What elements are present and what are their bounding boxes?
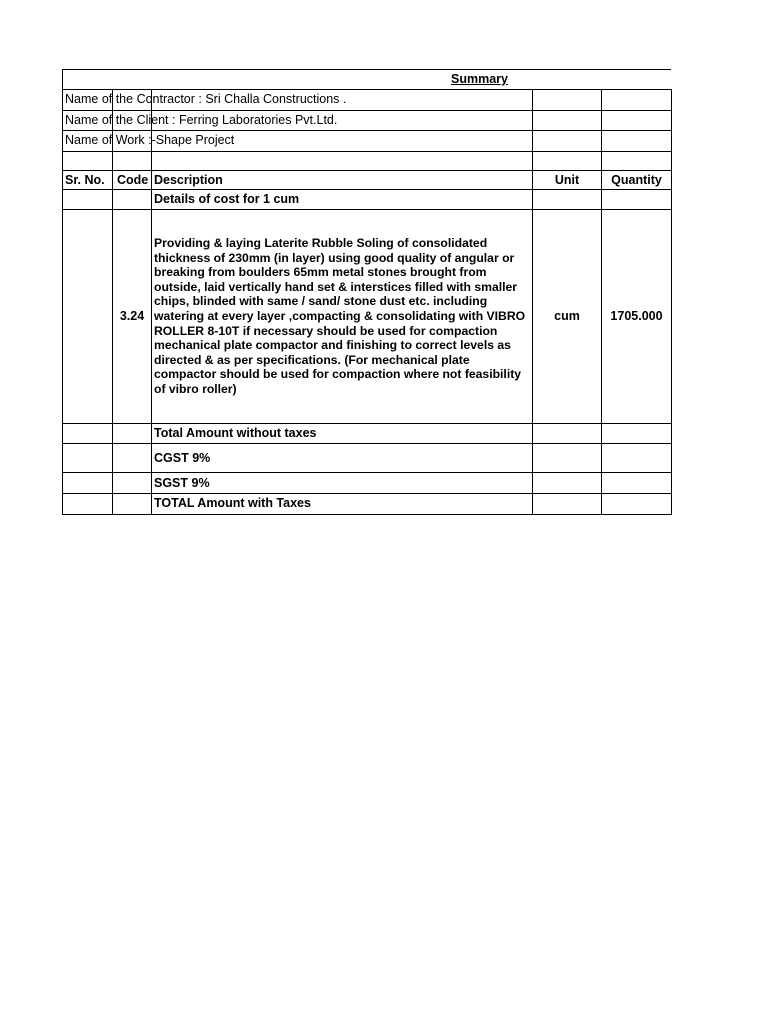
- grid-line: [62, 89, 671, 90]
- grid-line: [62, 130, 671, 131]
- summary-title: Summary: [451, 72, 508, 86]
- header-unit: Unit: [554, 173, 580, 187]
- grid-line: [62, 110, 671, 111]
- client-name: Name of the Client : Ferring Laboratories Pvt.Ltd.: [65, 113, 338, 127]
- header-quantity: Quantity: [611, 173, 662, 187]
- header-description: Description: [154, 173, 223, 187]
- grid-line: [532, 89, 533, 515]
- total-without-taxes: Total Amount without taxes: [154, 426, 317, 440]
- grid-line: [62, 514, 672, 515]
- header-code: Code: [117, 173, 149, 187]
- header-sr-no: Sr. No.: [65, 173, 105, 187]
- grid-line: [671, 89, 672, 515]
- item-unit: cum: [554, 309, 580, 323]
- work-name: Name of Work :-Shape Project: [65, 133, 235, 147]
- item-description: Providing & laying Laterite Rubble Soling of consolidated thickness of 230mm (in layer) using good quality of angular or breaking from boulders 65mm metal stones brought from outside, laid vertically hand set & interstices filled with smaller chips, blinded with same / sand/ stone dust etc. including watering at every layer ,compacting & consolidating with VIBRO ROLLER 8-10T if necessary should be used for compaction mechanical plate compactor and finishing to correct levels as directed & as per specifications. (For mechanical plate compactor should be used for compaction where not feasibility of vibro roller): [154, 236, 526, 396]
- grid-line: [62, 69, 63, 515]
- grid-line: [62, 170, 671, 171]
- grid-line: [62, 443, 671, 444]
- contractor-name: Name of the Contractor : Sri Challa Constructions .: [65, 92, 347, 106]
- grid-line: [62, 493, 671, 494]
- grid-line: [62, 189, 671, 190]
- cgst-label: CGST 9%: [154, 451, 211, 465]
- item-quantity: 1705.000: [610, 309, 663, 323]
- details-label: Details of cost for 1 cum: [154, 192, 300, 206]
- grid-line: [62, 209, 671, 210]
- total-with-taxes: TOTAL Amount with Taxes: [154, 496, 311, 510]
- sgst-label: SGST 9%: [154, 476, 210, 490]
- grid-line: [62, 423, 671, 424]
- grid-line: [601, 89, 602, 515]
- grid-line: [62, 69, 671, 70]
- grid-line: [62, 151, 671, 152]
- grid-line: [151, 89, 152, 515]
- grid-line: [112, 89, 113, 515]
- grid-line: [62, 472, 671, 473]
- item-code: 3.24: [119, 309, 145, 323]
